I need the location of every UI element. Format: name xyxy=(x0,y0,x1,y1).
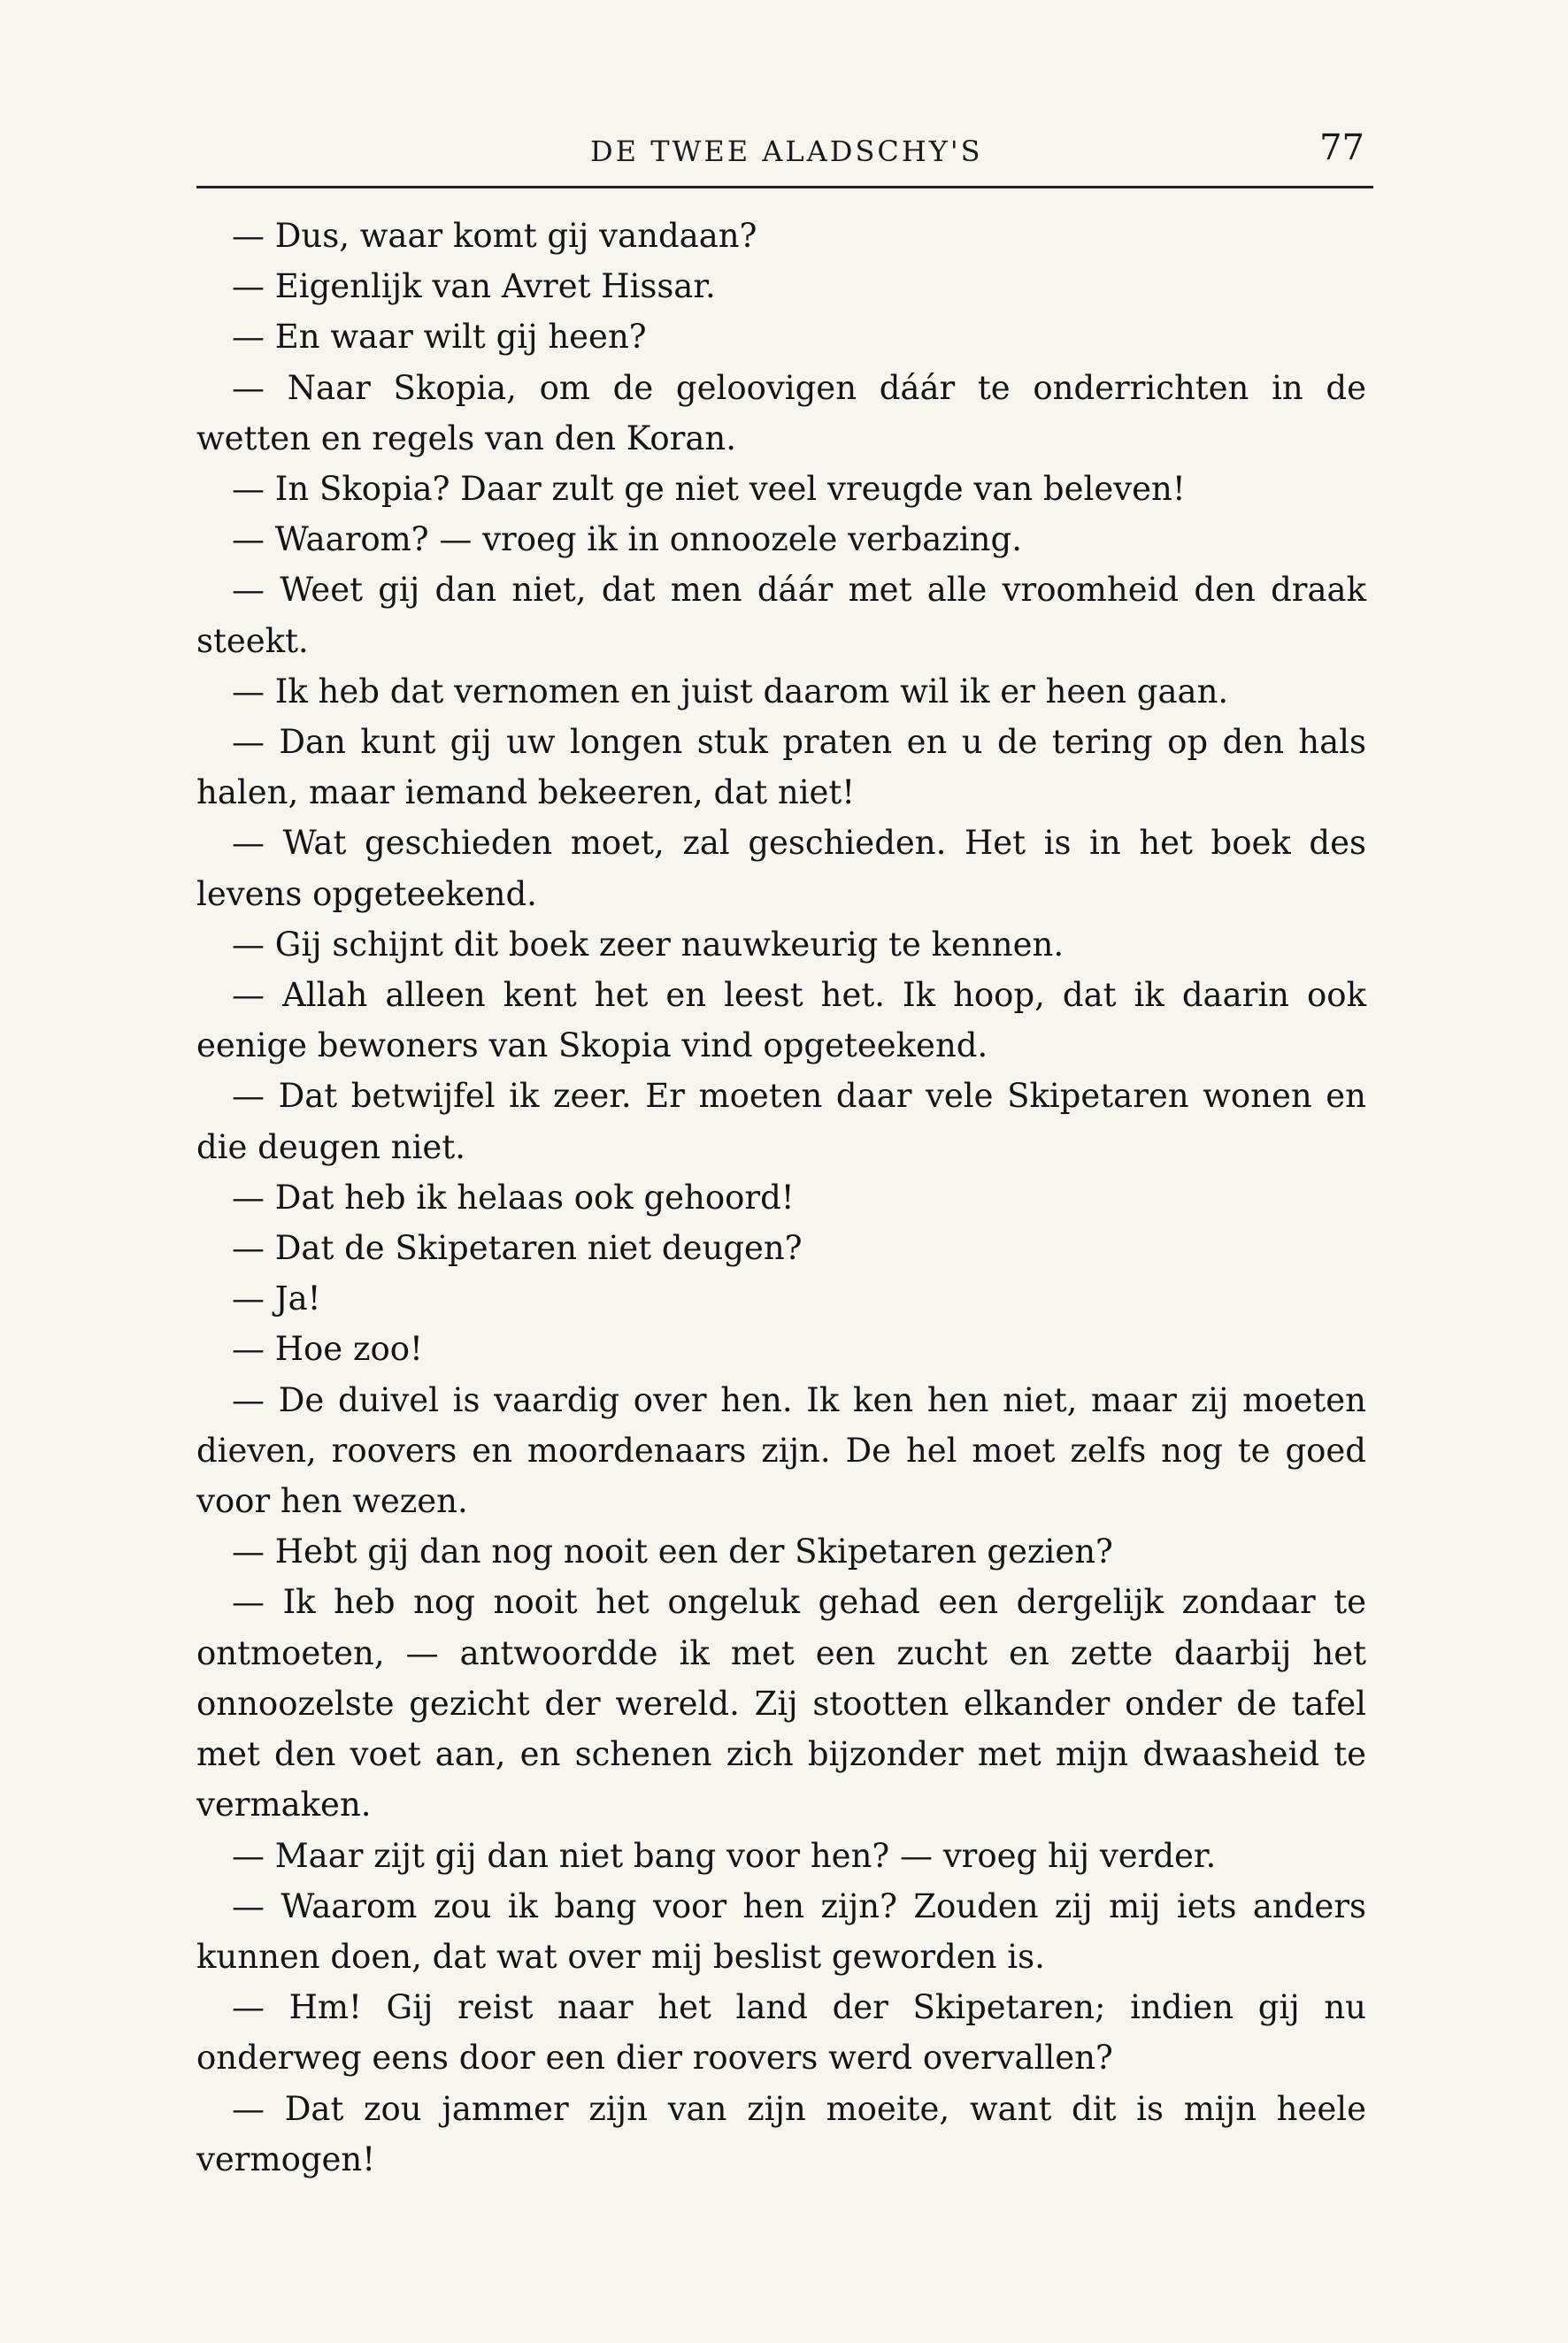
paragraph: — En waar wilt gij heen? xyxy=(232,318,647,357)
paragraph: — Hm! Gij reist naar het land der Skipetaren; indien gij nu onderweg eens door een dier roovers werd overvallen? xyxy=(196,1988,1366,2078)
paragraph: — Ik heb dat vernomen en juist daarom wil ik er heen gaan. xyxy=(232,672,1229,711)
paragraph: — Ik heb nog nooit het ongeluk gehad een dergelijk zondaar te ontmoeten, — antwoordde ik met een zucht en zette daarbij het onnoozelste gezicht der wereld. Zij stootten elkander onder de tafel met den voet aan, en schenen zich bijzonder met mijn dwaasheid te vermaken. xyxy=(196,1583,1366,1824)
page-number: 77 xyxy=(1319,127,1364,168)
paragraph: — Weet gij dan niet, dat men dáár met alle vroomheid den draak steekt. xyxy=(196,571,1366,660)
paragraph: — Waarom zou ik bang voor hen zijn? Zouden zij mij iets anders kunnen doen, dat wat over mij beslist geworden is. xyxy=(196,1886,1366,1976)
paragraph: — Waarom? — vroeg ik in onnoozele verbazing. xyxy=(232,520,1022,559)
paragraph: — Dus, waar komt gij vandaan? xyxy=(232,217,757,255)
paragraph: — Eigenlijk van Avret Hissar. xyxy=(232,267,716,306)
paragraph: — Dan kunt gij uw longen stuk praten en u de tering op den hals halen, maar iemand bekeeren, dat niet! xyxy=(196,723,1366,812)
paragraph: — Dat betwijfel ik zeer. Er moeten daar vele Skipetaren wonen en die deugen niet. xyxy=(196,1077,1366,1166)
paragraph: — Hoe zoo! xyxy=(232,1330,423,1369)
paragraph: — Allah alleen kent het en leest het. Ik hoop, dat ik daarin ook eenige bewoners van Skopia vind opgeteekend. xyxy=(196,976,1366,1065)
paragraph: — Dat de Skipetaren niet deugen? xyxy=(232,1229,803,1268)
paragraph: — De duivel is vaardig over hen. Ik ken hen niet, maar zij moeten dieven, roovers en moordenaars zijn. De hel moet zelfs nog te goed voor hen wezen. xyxy=(196,1380,1366,1521)
paragraph: — Naar Skopia, om de geloovigen dáár te onderrichten in de wetten en regels van den Koran. xyxy=(196,368,1366,457)
paragraph: — Wat geschieden moet, zal geschieden. Het is in het boek des levens opgeteekend. xyxy=(196,824,1366,913)
paragraph: — Hebt gij dan nog nooit een der Skipetaren gezien? xyxy=(232,1533,1113,1571)
paragraph: — Ja! xyxy=(232,1279,321,1318)
page-header xyxy=(196,127,1364,186)
paragraph: — Dat heb ik helaas ook gehoord! xyxy=(232,1178,795,1217)
paragraph: — In Skopia? Daar zult ge niet veel vreugde van beleven! xyxy=(232,470,1186,509)
body-text xyxy=(196,211,1366,2185)
header-rule xyxy=(196,186,1373,188)
running-title: DE TWEE ALADSCHY'S xyxy=(590,134,983,168)
paragraph: — Maar zijt gij dan niet bang voor hen? — vroeg hij verder. xyxy=(232,1836,1217,1875)
paragraph: — Gij schijnt dit boek zeer nauwkeurig te kennen. xyxy=(232,925,1065,964)
paragraph: — Dat zou jammer zijn van zijn moeite, want dit is mijn heele vermogen! xyxy=(196,2089,1366,2178)
